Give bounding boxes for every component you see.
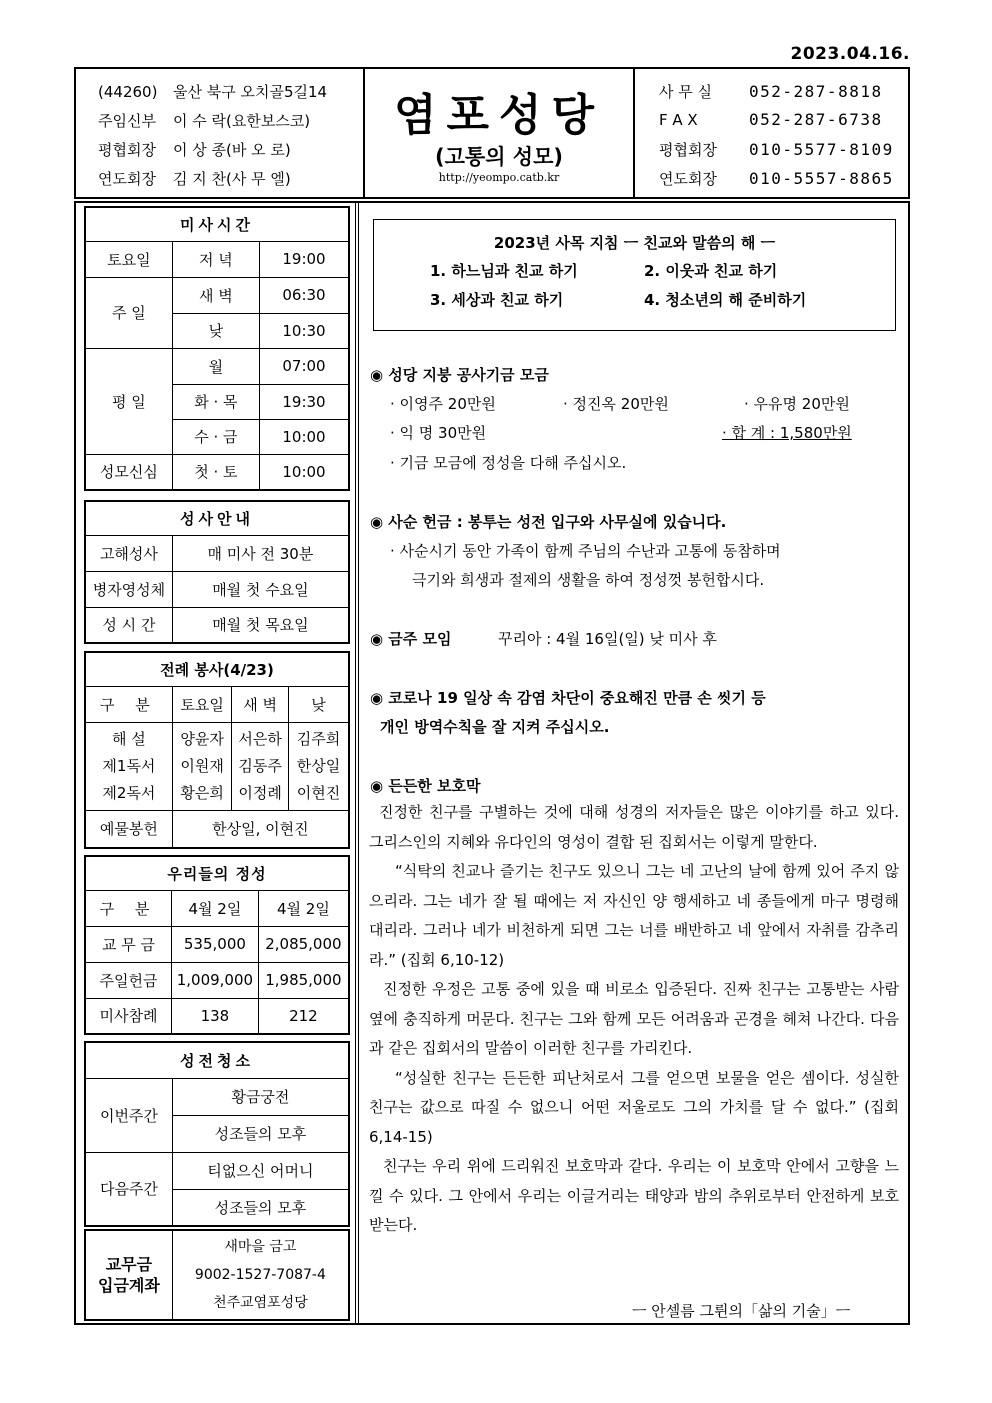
fax-row: F A X 052-287-6738 [659,110,883,129]
guide-item-1: 1. 하느님과 친교 하기 [430,262,578,280]
mass-times-table: 미사시간 토요일 저 녁 19:00 주 일 새 벽 06:30 낮 10:30 평 일 월 07:00 화 · 목 19:30 수 · 금 10:00 성모신심 첫 · 토 10:00 [84,206,350,491]
pastoral-guide-box [373,219,896,331]
guide-item-4: 4. 청소년의 해 준비하기 [644,291,807,309]
account-details: 새마을 금고 9002-1527-7087-4 천주교염포성당 [172,1230,349,1320]
essay-title: ◉ 든든한 보호막 [370,777,481,795]
cleaning-title: 성전청소 [85,1042,349,1078]
church-cleaning-table: 성전청소 이번주간 황금궁전 성조들의 모후 다음주간 티없으신 어머니 성조들의 모후 [84,1041,350,1227]
liturgy-roles: 해 설 제1독서 제2독서 [85,722,172,810]
essay-paragraph-1: 진정한 친구를 구별하는 것에 대해 성경의 저자들은 많은 이야기를 하고 있다. 그리스인의 지혜와 유다인의 영성이 결합 된 집회서는 이렇게 말한다. [369,803,899,851]
essay-paragraph-5: 친구는 우리 위에 드리워진 보호막과 같다. 우리는 이 보호막 안에서 고향을 느낄 수 있다. 그 안에서 우리는 이글거리는 태양과 밤의 추위로부터 안전하게 보호받는다. [369,1157,899,1234]
essay-source: ㅡ 안셀름 그륀의「삶의 기술」ㅡ [632,1302,851,1320]
lent-line-2: 극기와 희생과 절제의 생활을 하여 정성껏 봉헌합시다. [412,571,765,589]
roof-total: · 합 계 : 1,580만원 [722,424,852,442]
lent-line-1: · 사순시기 동안 가족이 함께 주님의 수난과 고통에 동참하며 [390,542,781,560]
contact-info [633,69,912,197]
account-table [84,1229,350,1321]
meeting-title: ◉ 금주 모임 [370,630,452,648]
liturgy-dawn: 서은하 김동주 이정례 [232,722,289,810]
parish-title: 염포성당 [393,90,604,141]
guide-item-3: 3. 세상과 친교 하기 [430,291,564,309]
parish-subtitle: (고통의 성모) [435,145,563,169]
bulletin-date: 2023.04.16. [790,44,910,64]
roof-donor-2: · 정진옥 20만원 [563,395,669,413]
essay-paragraph-3: 진정한 우정은 고통 중에 있을 때 비로소 입증된다. 진짜 친구는 고통받는 사람 옆에 충직하게 머문다. 친구는 그와 함께 모든 어려움과 곤경을 헤쳐 나간다. 다음과 같은 집회서의 말씀이 이러한 친구를 가리킨다. [369,980,899,1057]
roof-donor-4: · 익 명 30만원 [390,424,487,442]
parish-url[interactable]: http://yeompo.catb.kr [438,171,560,184]
liturgy-saturday: 양윤자 이원재 황은희 [172,722,232,810]
column-divider [355,201,359,1325]
mass-times-title: 미사시간 [85,207,349,241]
sacraments-title: 성사안내 [85,501,349,535]
guide-title: 2023년 사목 지침 ㅡ 친교와 말씀의 해 ㅡ [493,234,776,252]
liturgy-service-table: 전례 봉사(4/23) 구 분 토요일 새 벽 낮 해 설 제1독서 제2독서 양윤자 이원재 황은희 서은하 김동주 이정례 김주희 한상일 이현진 예물봉헌 한상일, 이현진 [84,651,350,849]
liturgy-title: 전례 봉사(4/23) [85,652,349,686]
lent-offering-title: ◉ 사순 헌금 : 봉투는 성전 입구와 사무실에 있습니다. [370,513,727,531]
address-row: (44260) 울산 북구 오치골5길14 [98,83,328,101]
sacraments-table: 성사안내 고해성사 매 미사 전 30분 병자영성체 매월 첫 수요일 성 시 간 매월 첫 목요일 [84,500,350,644]
parish-info [76,69,365,197]
offerings-table: 우리들의 정성 구 분 4월 2일 4월 2일 교 무 금 535,000 2,085,000 주일헌금 1,009,000 1,985,000 미사참례 138 212 [84,855,350,1035]
essay-paragraph-2: “식탁의 친교나 즐기는 친구도 있으니 그는 네 고난의 날에 함께 있어 주지 않으리라. 그는 네가 잘 될 때에는 저 자신인 양 행세하고 네 종들에게 마구 명령해 대리라. 그러나 네가 비천하게 되면 그는 너를 배반하고 네 앞에서 자취를 감추리라.” (집회 6,10-12) [369,862,899,969]
essay-paragraph-4: “성실한 친구는 든든한 피난처로서 그를 얻으면 보물을 얻은 셈이다. 성실한 친구는 값으로 따질 수 없으니 어떤 저울로도 그의 가치를 달 수 없다.” (집회 6,14-15) [369,1068,899,1146]
roof-donor-1: · 이영주 20만원 [390,395,496,413]
meeting-text: 꾸리아 : 4월 16일(일) 낮 미사 후 [498,630,717,648]
office-phone-row: 사 무 실 052-287-8818 [659,82,883,101]
covid-line-1: ◉ 코로나 19 일상 속 감염 차단이 중요해진 만큼 손 씻기 등 [370,689,766,707]
prayer-phone-row: 연도회장 010-5557-8865 [659,169,894,188]
roof-donor-3: · 우유명 20만원 [744,395,850,413]
liturgy-day: 김주희 한상일 이현진 [288,722,349,810]
covid-line-2: 개인 방역수칙을 잘 지켜 주십시오. [380,718,610,736]
essay-body [369,798,899,1241]
council-phone-row: 평협회장 010-5577-8109 [659,140,894,159]
guide-item-2: 2. 이웃과 친교 하기 [644,262,778,280]
parish-title-block [365,69,633,197]
roof-note: · 기금 모금에 정성을 다해 주십시오. [390,454,627,472]
offerings-title: 우리들의 정성 [85,856,349,890]
prayer-president-row: 연도회장 김 지 찬(사 무 엘) [98,170,291,188]
roof-fund-title: ◉ 성당 지붕 공사기금 모금 [370,366,549,384]
pastor-row: 주임신부 이 수 락(요한보스코) [98,112,311,130]
account-label: 교무금 입금계좌 [85,1230,172,1320]
council-president-row: 평협회장 이 상 종(바 오 로) [98,141,291,159]
bulletin-header [74,67,910,199]
